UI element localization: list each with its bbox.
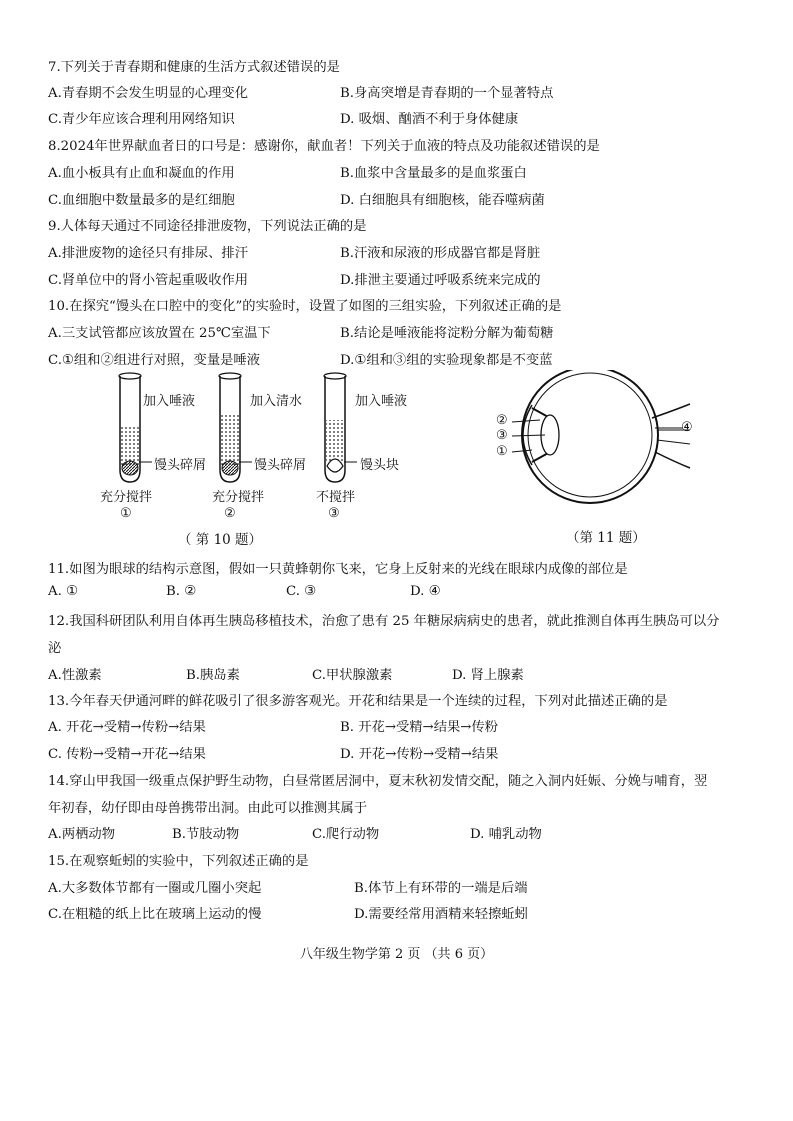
q14-option-c: C.爬行动物 <box>312 827 380 842</box>
q14-option-b: B.节肢动物 <box>172 827 240 842</box>
tube2-material-label: 馒头碎屑 <box>254 458 307 473</box>
q13-option-d: D. 开花→传粉→受精→结果 <box>340 747 499 762</box>
q12-option-a: A.性激素 <box>48 668 102 683</box>
q8-option-a: A.血小板具有止血和凝血的作用 <box>48 166 235 181</box>
q10-option-c: C.①组和②组进行对照，变量是唾液 <box>48 353 261 368</box>
tube2-stir-label: 充分搅拌 <box>212 490 265 505</box>
q13-option-a: A. 开花→受精→传粉→结果 <box>48 720 206 735</box>
q15-option-d: D.需要经常用酒精来轻擦蚯蚓 <box>354 907 528 922</box>
test-tube-3 <box>324 373 357 482</box>
q9-option-a: A.排泄废物的途径只有排尿、排汗 <box>48 246 248 261</box>
q7-stem: 7.下列关于青春期和健康的生活方式叙述错误的是 <box>48 60 340 75</box>
q8-option-c: C.血细胞中数量最多的是红细胞 <box>48 193 235 208</box>
q14-stem-line2: 年初春，幼仔即由母兽携带出洞。由此可以推测其属于 <box>48 801 368 816</box>
q15-option-c: C.在粗糙的纸上比在玻璃上运动的慢 <box>48 907 262 922</box>
q7-option-c: C.青少年应该合理利用网络知识 <box>48 112 235 127</box>
test-tube-2 <box>219 373 252 482</box>
tube1-add-label: 加入唾液 <box>143 394 196 409</box>
q12-option-b: B.胰岛素 <box>186 668 240 683</box>
tube2-number: ② <box>224 506 236 521</box>
q11-stem: 11.如图为眼球的结构示意图，假如一只黄蜂朝你飞来，它身上反射来的光线在眼球内成像的部位是 <box>48 562 628 577</box>
tube3-material-label: 馒头块 <box>360 458 400 473</box>
q10-option-d: D.①组和③组的实验现象都是不变蓝 <box>340 353 553 368</box>
q14-stem-line1: 14.穿山甲我国一级重点保护野生动物，白昼常匿居洞中，夏末秋初发情交配，随之入洞内妊娠、分娩与哺育，翌 <box>48 774 708 789</box>
q12-option-c: C.甲状腺激素 <box>312 668 393 683</box>
q15-stem: 15.在观察蚯蚓的实验中，下列叙述正确的是 <box>48 854 309 869</box>
q9-option-d: D.排泄主要通过呼吸系统来完成的 <box>340 273 541 288</box>
q15-option-a: A.大多数体节都有一圈或几圈小突起 <box>48 881 262 896</box>
q13-stem: 13.今年春天伊通河畔的鲜花吸引了很多游客观光。开花和结果是一个连续的过程，下列对此描述正确的是 <box>48 694 668 709</box>
q7-option-a: A.青春期不会发生明显的心理变化 <box>48 86 248 101</box>
q12-stem-line1: 12.我国科研团队利用自体再生胰岛移植技术，治愈了患有 25 年糖尿病病史的患者，就此推测自体再生胰岛可以分 <box>48 614 720 629</box>
q10-stem: 10.在探究“馒头在口腔中的变化”的实验时，设置了如图的三组实验，下列叙述正确的是 <box>48 299 562 314</box>
q9-option-b: B.汗液和尿液的形成器官都是肾脏 <box>340 246 541 261</box>
q9-stem: 9.人体每天通过不同途径排泄废物，下列说法正确的是 <box>48 219 367 234</box>
tube2-add-label: 加入清水 <box>250 394 303 409</box>
q7-option-b: B.身高突增是青春期的一个显著特点 <box>340 86 554 101</box>
q8-stem: 8.2024年世界献血者日的口号是：感谢你，献血者！下列关于血液的特点及功能叙述错误的是 <box>48 139 600 154</box>
q13-option-c: C. 传粉→受精→开花→结果 <box>48 747 206 762</box>
q10-option-b: B.结论是唾液能将淀粉分解为葡萄糖 <box>340 326 554 341</box>
q11-option-a: A. ① <box>48 584 78 599</box>
eyeball-diagram <box>512 370 690 503</box>
q12-stem-line2: 泌 <box>48 641 62 656</box>
q15-option-b: B.体节上有环带的一端是后端 <box>354 881 528 896</box>
q14-option-d: D. 哺乳动物 <box>470 827 542 842</box>
tube3-add-label: 加入唾液 <box>355 394 408 409</box>
q11-option-c: C. ③ <box>286 584 317 599</box>
eye-label-2: ② <box>496 413 508 428</box>
figures-row <box>0 370 793 550</box>
tube1-stir-label: 充分搅拌 <box>100 490 153 505</box>
tube1-material-label: 馒头碎屑 <box>154 458 207 473</box>
q10-option-a: A.三支试管都应该放置在 25℃室温下 <box>48 326 271 341</box>
eye-label-3: ③ <box>496 428 508 443</box>
q14-option-a: A.两栖动物 <box>48 827 116 842</box>
q8-option-d: D. 白细胞具有细胞核，能吞噬病菌 <box>340 193 545 208</box>
q11-option-b: B. ② <box>166 584 197 599</box>
figure11-caption: （第 11 题） <box>566 530 646 546</box>
eye-label-1: ① <box>496 444 508 459</box>
q7-option-d: D. 吸烟、酗酒不利于身体健康 <box>340 112 519 127</box>
tube3-stir-label: 不搅拌 <box>316 490 356 505</box>
q12-option-d: D. 肾上腺素 <box>452 668 524 683</box>
q11-option-d: D. ④ <box>410 584 441 599</box>
q9-option-c: C.肾单位中的肾小管起重吸收作用 <box>48 273 249 288</box>
q8-option-b: B.血浆中含量最多的是血浆蛋白 <box>340 166 527 181</box>
page-footer: 八年级生物学第 2 页 （共 6 页） <box>299 947 494 962</box>
eye-label-4: ④ <box>681 420 693 435</box>
tube1-number: ① <box>120 506 132 521</box>
figure10-caption: （ 第 10 题） <box>178 532 263 548</box>
q13-option-b: B. 开花→受精→结果→传粉 <box>340 720 499 735</box>
tube3-number: ③ <box>328 506 340 521</box>
